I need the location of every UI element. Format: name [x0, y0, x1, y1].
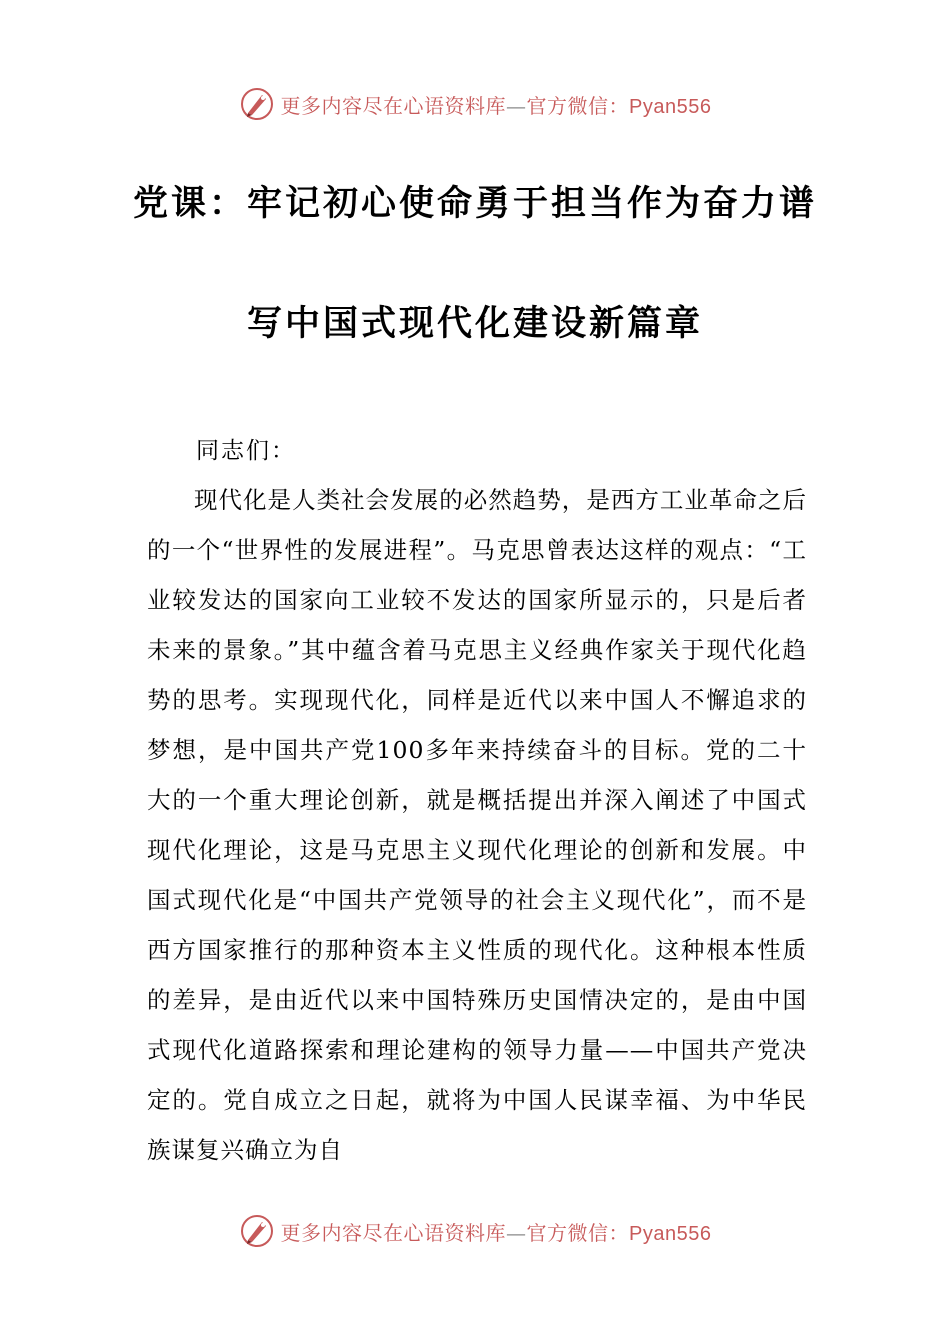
watermark-site-text: 更多内容尽在心语资料库	[280, 1220, 507, 1245]
document-title-line-1: 党课：牢记初心使命勇于担当作为奋力谱	[132, 184, 817, 224]
watermark-separator: —	[506, 1220, 527, 1245]
watermark-separator: —	[506, 93, 527, 118]
pen-nib-logo-icon	[239, 1213, 275, 1249]
watermark-account: Pyan556	[629, 95, 712, 118]
pen-nib-logo-icon	[239, 86, 275, 122]
body-paragraph: 现代化是人类社会发展的必然趋势，是西方工业革命之后的一个“世界性的发展进程”。马克思曾表达这样的观点：“工业较发达的国家向工业较不发达的国家所显示的，只是后者未来的景象。”其中蕴含着马克思主义经典作家关于现代化趋势的思考。实现现代化，同样是近代以来中国人不懈追求的梦想，是中国共产党100多年来持续奋斗的目标。党的二十大的一个重大理论创新，就是概括提出并深入阐述了中国式现代化理论，这是马克思主义现代化理论的创新和发展。中国式现代化是“中国共产党领导的社会主义现代化”，而不是西方国家推行的那种资本主义性质的现代化。这种根本性质的差异，是由近代以来中国特殊历史国情决定的，是由中国式现代化道路探索和理论建构的领导力量——中国共产党决定的。党自成立之日起，就将为中国人民谋幸福、为中华民族谋复兴确立为自	[147, 486, 807, 1164]
watermark-text	[281, 90, 712, 119]
watermark-official-label: 官方微信：	[526, 93, 630, 118]
greeting: 同志们：	[196, 438, 296, 464]
watermark-text	[281, 1217, 712, 1246]
header-watermark	[0, 84, 950, 124]
watermark-official-label: 官方微信：	[526, 1220, 630, 1245]
watermark-site-text: 更多内容尽在心语资料库	[280, 93, 507, 118]
watermark-account: Pyan556	[629, 1222, 712, 1245]
document-title-line-2: 写中国式现代化建设新篇章	[246, 304, 703, 344]
footer-watermark	[0, 1211, 950, 1251]
